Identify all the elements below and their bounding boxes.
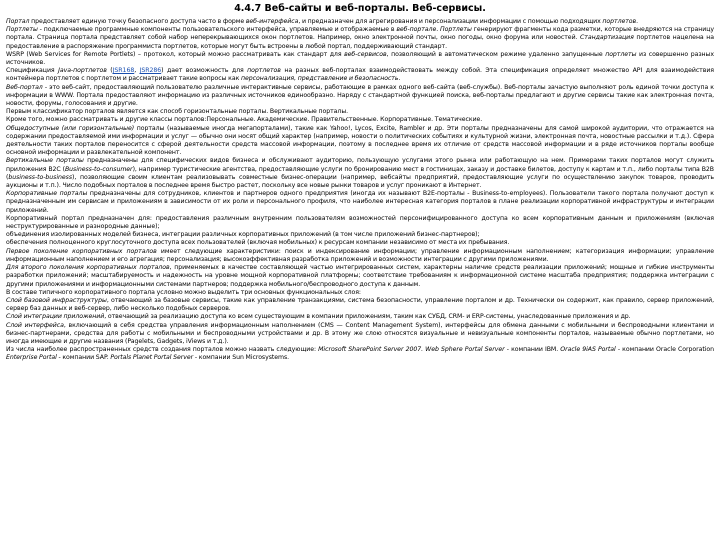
term-portlets: Портлеты bbox=[439, 26, 472, 34]
text: Из числа наиболее распространенных средств создания порталов можно назвать следующие: bbox=[6, 346, 319, 354]
text: ), например туристические агентства, предоставляющие услуги по бронированию мест в гостиницах, заказу и доставке билетов, доступу к картам и т.п., либо порталы типа B2B ( bbox=[6, 165, 714, 181]
term-b2c: Business-to-consumer bbox=[64, 165, 133, 173]
product-enterprise-portal: Enterprise Portal bbox=[6, 354, 57, 362]
paragraph-corporate-portals bbox=[6, 190, 714, 215]
term-second-generation: Для второго поколения корпоративных порталов bbox=[6, 264, 170, 272]
paragraph-vertical-portals bbox=[6, 157, 714, 190]
term-corporate-portals: Корпоративные порталы bbox=[6, 190, 88, 198]
text: , применяемых в качестве составляющей частью интегрированных систем, характерны наличие средств реализации приложений; мощные и гибкие инструменты разработки приложений; масштабируемость и надежность на уровне мощной корпоративной платформы; соответствие требованиям к информационной системе масштаба предприятия; поддержка интеграции с другими приложениями и информационными системами партнеров; поддержка мобильного/беспроводного доступа к данным. bbox=[6, 264, 714, 288]
text: , и предназначен для агрегирования и персонализации информации с помощью подходящих bbox=[298, 18, 603, 25]
product-portal-server: Portals Planet Portal Server bbox=[110, 354, 194, 362]
paragraph-portlets bbox=[6, 26, 714, 51]
paragraph-layers-intro: В составе типичного корпоративного портала условно можно выделить три основных функциональных слоя: bbox=[6, 288, 361, 296]
paragraph-integration: объединения изолированных моделей бизнеса, интеграции различных корпоративных приложений (в том числе приложений бизнес-партнеров); bbox=[6, 231, 480, 239]
paragraph-portal-definition bbox=[6, 18, 714, 26]
text: предоставляет единую точку безопасного доступа часто в форме bbox=[29, 18, 246, 25]
paragraph-portal-tools bbox=[6, 346, 714, 362]
term-infrastructure-layer: Слой базовой инфраструктуры bbox=[6, 296, 107, 304]
term-personalization: персонализация, представление и безопасность bbox=[240, 75, 399, 83]
paragraph-infrastructure-layer bbox=[6, 297, 714, 313]
paragraph-second-generation bbox=[6, 264, 714, 289]
text: , отвечающий за реализацию доступа ко всем существующим в компании приложениям, таким как СУБД, CRM- и ERP-системы, унаследованные приложения и др. bbox=[104, 313, 631, 321]
text: порталы (называемые иногда мегапорталами), такие как Yahoo!, Lycos, Excite, Rambler и др. Эти порталы предназначены для самой широкой аудитории, что отражается на содержании предоставляемой ими информации и услуг — обычно они носят общий характер (например, новости о политических событиях и культурной жизни, электронная почта, новостные рассылки и т.д.). Сфера деятельности таких порталов переносится с сферой деятельности средств массовой информации, поэтому в последнее время их отличие от средств массовой информации и в ряде источников порталы вообще основной информации и развлекательной компонент. bbox=[6, 124, 714, 157]
term-web-services: веб-сервисов bbox=[344, 50, 387, 58]
product-sharepoint-websphere: Microsoft SharePoint Server 2007. Web Sphere Portal Server bbox=[318, 346, 505, 354]
term-interface-layer: Слой интерфейса bbox=[6, 321, 64, 329]
text: , bbox=[134, 67, 140, 75]
term-portlets: портлетов bbox=[602, 18, 637, 25]
page-title: 4.4.7 Веб-сайты и веб-порталы. Веб-сервисы. bbox=[234, 3, 486, 14]
text: ), позволяющие своим клиентам реализовывать совместные бизнес-операции (например, вебсайты предприятий, предоставляющие услуги по осуществлению закупок товаров, проводить аукционы и т.п.). Число подобных порталов в последнее время быстро растет, поскольку все новые рынки товаров и услуг проникают в Интернет. bbox=[6, 173, 714, 190]
text: генерируют фрагменты кода разметки, которые внедряются на страницу портала. Страница портала представляет собой набор неперекрывающихся окон портлетов. Например, окно электронной почты, окно погоды, окно форума или новостей. bbox=[6, 26, 714, 42]
term-java-portlets: Java-портлетов bbox=[58, 67, 107, 75]
term-portlets: портлетов bbox=[247, 67, 281, 75]
text: на разных веб-порталах взаимодействовать между собой. Эта спецификация определяет множество API для взаимодействия контейнера портлетов с портлетом и рассматривает такие вопросы как bbox=[6, 67, 714, 83]
text: - компании Sun Microsystems. bbox=[193, 354, 290, 362]
text: , позволяющий в автоматическом режиме удаленно запущенные bbox=[386, 50, 606, 58]
term-web-portal: Веб-портал bbox=[6, 83, 43, 91]
text: . bbox=[398, 75, 401, 83]
text: , включающий в себя средства управления информационным наполнением (CMS — Content Management System), интерфейсы для обмена данными с мобильными и беспроводными клиентами и бизнес-партнерами, средства для работы с мобильными и беспроводными устройствами и др. В этому же слою относятся визуальные и невизуальные компоненты порталов, называемые обычно портлетами, но иногда имеющие и другие названия (Pagelets, Gadgets, iViews и т.д.). bbox=[6, 321, 714, 345]
paragraph-web-portal bbox=[6, 84, 714, 109]
term-portlets: Портлеты bbox=[6, 26, 38, 34]
term-first-generation: Первое поколение корпоративных порталов bbox=[6, 247, 157, 255]
jsr168-link[interactable]: JSR168 bbox=[112, 67, 135, 75]
text: предназначены для специфических видов бизнеса и обслуживают аудиторию, пользующую услугами этого рынка или работающую на нем. Примерами таких порталов могут служить приложения B2C ( bbox=[6, 157, 714, 173]
text: - компании IBM. bbox=[504, 346, 561, 354]
paragraph-access: обеспечения полноценного круглосуточного доступа всех пользователей (включая мобильных) к ресурсам компании независимо от места их пребывания. bbox=[6, 239, 510, 247]
text: ) дает возможность для bbox=[161, 67, 248, 75]
text: - это веб-сайт, предоставляющий пользователю различные интерактивные сервисы, работающие в рамках одного веб-сайта (веб-службы). Веб-порталы зачастую выполняют роль единой точки доступа к информации в WWW. Портала предоставляют информацию из различных источников единообразно. Наряду с стандартной функцией поиска, веб-порталы предлагают и другие сервисы такие как электронная почта, новости, форумы, голосования и другие. bbox=[6, 83, 714, 108]
text: Спецификация bbox=[6, 67, 59, 75]
paragraph-first-generation bbox=[6, 248, 714, 264]
paragraph-horizontal-portals bbox=[6, 125, 714, 158]
paragraph-integration-layer bbox=[6, 313, 714, 321]
text: . bbox=[636, 18, 639, 25]
term-standardization: Стандартизация bbox=[580, 34, 634, 42]
text: , отвечающий за базовые сервисы, такие как управление транзакциями, система безопасности, управление порталом и др. Технически он содержит, как правило, сервер приложений, сервер баз данных и веб-сервер, либо несколько подобных серверов. bbox=[6, 296, 714, 313]
term-b2b: business-to-business bbox=[8, 173, 72, 181]
text: предназначены для сотрудников, клиентов и партнеров одного предприятия (иногда их называют B2E-порталы - Business-to-employees). Пользователи такого портала получают доступ к предназначенным им сервисам и приложениям в зависимости от их роли и персонального профиля, что наиболее интересная категория порталов в плане реализации корпоративной инфраструктуры и интеграции приложений. bbox=[6, 190, 714, 214]
text: имеет следующие характеристики: поиск и индексирование информации; управление информационным наполнением; категоризация информации; управление информационным наполнением и его агрегация; персонализация; высокоэффективная разработка приложений и возможности интеграции с другими приложениями. bbox=[6, 247, 714, 263]
paragraph-wsrp bbox=[6, 51, 714, 67]
term-web-portal: веб-портале bbox=[396, 26, 437, 34]
term-vertical-portals: Вертикальные порталы bbox=[6, 157, 84, 165]
text: из совершенно разных источников. bbox=[6, 50, 715, 67]
text: - подключаемые программные компоненты пользовательского интерфейса, управляемые и отображаемые в bbox=[37, 26, 397, 34]
text: ( bbox=[106, 67, 113, 75]
term-integration-layer: Слой интеграции приложений bbox=[6, 313, 105, 321]
paragraph-java-portlets bbox=[6, 67, 714, 83]
term-portlets: портлеты bbox=[605, 50, 637, 58]
text: - компании Oracle Corporation bbox=[615, 346, 714, 354]
paragraph-interface-layer bbox=[6, 322, 714, 347]
text: - компании SAP. bbox=[56, 354, 111, 362]
term-portal: Портал bbox=[6, 18, 30, 25]
product-oracle-portal: Oracle 9iAS Portal bbox=[560, 346, 616, 354]
paragraph-classification: Первым классификатор порталов является как способ горизонтальные порталы. Вертикальные порталы. bbox=[6, 108, 349, 116]
term-web-interface: веб-интерфейса bbox=[245, 18, 299, 25]
text: . bbox=[436, 26, 440, 34]
jsr286-link[interactable]: JSR286 bbox=[139, 67, 162, 75]
text: WSRP (Web Services for Remote Portlets) – протокол, который можно рассматривать как стандарт для bbox=[6, 50, 345, 58]
term-horizontal-portals: Общедоступные (или горизонтальные) bbox=[6, 124, 135, 132]
paragraph-other-classes: Кроме того, можно рассматривать и другие классы порталов:Персональные. Академические. Правительственные. Корпоративные. Тематические. bbox=[6, 116, 483, 124]
paragraph-corporate-purpose: Корпоративный портал предназначен для: предоставления различным внутренним пользователям возможностей персонифицированного доступа ко всем корпоративным данным и приложениям (включая неструктурированные и разнородные данные); bbox=[6, 214, 714, 231]
text: портлетов нацелена на предоставление в распоряжение программиста портлетов, которые могут быть встроены в любой портал, поддерживающий стандарт. bbox=[6, 34, 714, 50]
